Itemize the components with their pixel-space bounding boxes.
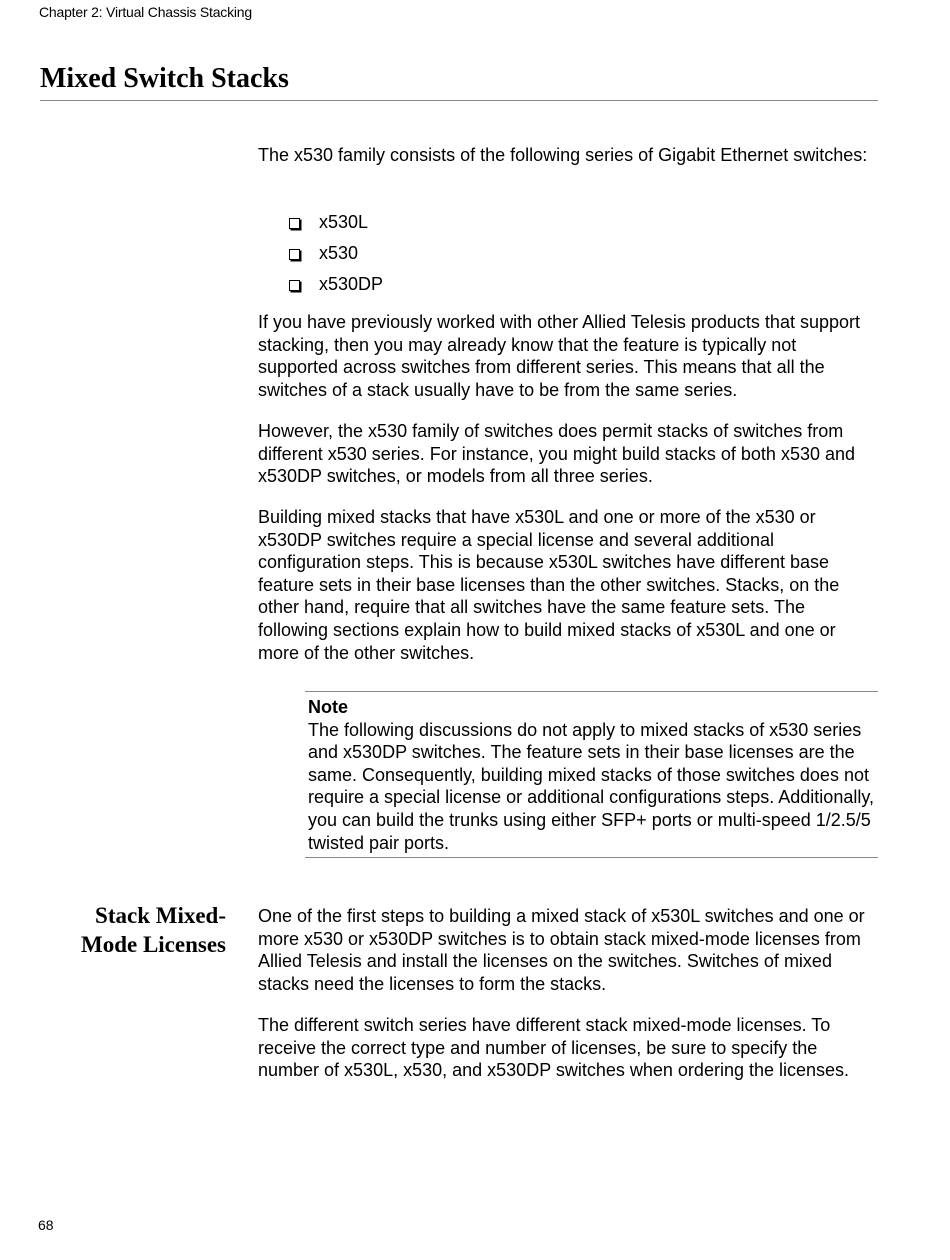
licenses-paragraph-1 [258,905,880,995]
series-list [289,207,383,300]
list-item-label: x530DP [319,274,384,294]
licenses-text-1: One of the first steps to building a mixed stack of x530L switches and one or more x530 or x530DP switches is to obtain stack mixed-mode licenses from Allied Telesis and install the licenses on the switches. Switches of mixed stacks need the licenses to form the stacks. [258,906,865,994]
checkbox-bullet-icon [289,280,300,291]
intro-text: The x530 family consists of the following series of Gigabit Ethernet switches: [258,145,868,165]
list-item-label: x530 [319,243,359,263]
subsection-heading-line1: Stack Mixed- [95,903,226,928]
however-text: However, the x530 family of switches does permit stacks of switches from different x530 series. For instance, you might build stacks of both x530 and x530DP switches, or models from all three series. [258,421,856,487]
subsection-heading-line2: Mode Licenses [80,932,226,957]
building-text: Building mixed stacks that have x530L and one or more of the x530 or x530DP switches require a special license and several additional configuration steps. This is because x530L switches have different base feature sets in their base licenses than the other switches. Stacks, on the other hand, require that all switches have the same feature sets. The following sections explain how to build mixed stacks of x530L and one or more of the other switches. [258,507,840,663]
list-item [289,269,383,300]
running-head: Chapter 2: Virtual Chassis Stacking [39,4,252,20]
licenses-text-2: The different switch series have different stack mixed-mode licenses. To receive the correct type and number of licenses, be sure to specify the number of x530L, x530, and x530DP switches when ordering the licenses. [258,1015,850,1081]
checkbox-bullet-icon [289,218,300,229]
checkbox-bullet-icon [289,249,300,260]
previous-text: If you have previously worked with other Allied Telesis products that support stacking, then you may already know that the feature is typically not supported across switches from different series. This means that all the switches of a stack usually have to be from the same series. [258,312,860,400]
list-item [289,207,383,238]
note-text: The following discussions do not apply to mixed stacks of x530 series and x530DP switches. The feature sets in their base licenses are the same. Consequently, building mixed stacks of those switches does not require a special license or additional configurations steps. Additionally, you can build the trunks using either SFP+ ports or multi-speed 1/2.5/5 twisted pair ports. [308,719,874,853]
building-paragraph [258,506,880,664]
subsection-heading [40,901,226,959]
list-item [289,238,383,269]
list-item-label: x530L [319,212,369,232]
section-title: Mixed Switch Stacks [40,63,289,94]
however-paragraph [258,420,880,488]
previous-paragraph [258,311,880,401]
note-box [305,691,878,858]
page-number: 68 [38,1217,54,1233]
licenses-paragraph-2 [258,1014,880,1082]
title-divider [40,100,878,101]
intro-paragraph [258,144,880,167]
note-title: Note [308,697,348,717]
